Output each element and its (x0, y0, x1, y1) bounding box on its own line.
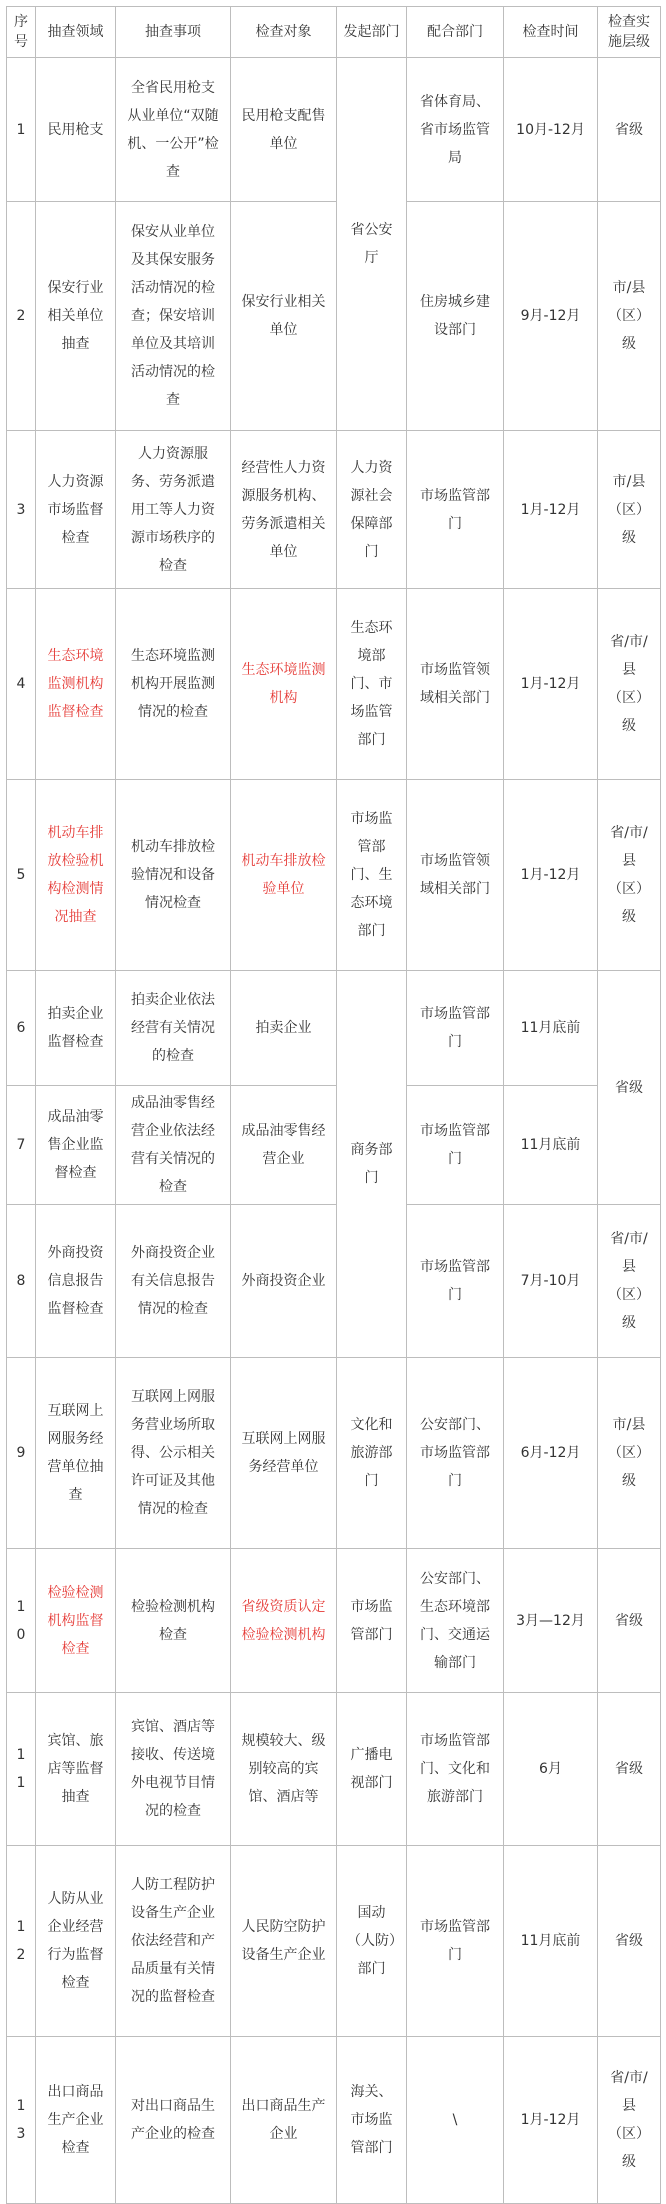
table-row (7, 431, 661, 589)
cell-coop: 公安部门、生态环境部门、交通运输部门 (407, 1549, 504, 1693)
cell-no: 2 (7, 202, 36, 431)
cell-level: 省级 (598, 1693, 661, 1846)
cell-no: 3 (7, 431, 36, 589)
cell-item: 保安从业单位及其保安服务活动情况的检查；保安培训单位及其培训活动情况的检查 (116, 202, 231, 431)
cell-coop: 住房城乡建设部门 (407, 202, 504, 431)
cell-level: 省级 (598, 971, 661, 1205)
cell-time: 11月底前 (504, 1846, 598, 2037)
cell-field: 出口商品生产企业检查 (36, 2037, 116, 2204)
cell-item: 全省民用枪支从业单位“双随机、一公开”检查 (116, 58, 231, 202)
cell-time: 9月-12月 (504, 202, 598, 431)
cell-object: 保安行业相关单位 (231, 202, 337, 431)
cell-no: 4 (7, 589, 36, 780)
cell-coop: 市场监管部门 (407, 431, 504, 589)
table-row (7, 1086, 661, 1205)
table-row (7, 1846, 661, 2037)
cell-item: 人力资源服务、劳务派遣用工等人力资源市场秩序的检查 (116, 431, 231, 589)
cell-dept: 海关、市场监管部门 (337, 2037, 407, 2204)
cell-object: 机动车排放检验单位 (231, 780, 337, 971)
cell-no: 1 (7, 58, 36, 202)
cell-dept: 国动（人防）部门 (337, 1846, 407, 2037)
cell-coop: 公安部门、市场监管部门 (407, 1358, 504, 1549)
header-object: 检查对象 (231, 7, 337, 58)
cell-dept: 广播电视部门 (337, 1693, 407, 1846)
cell-item: 人防工程防护设备生产企业依法经营和产品质量有关情况的监督检查 (116, 1846, 231, 2037)
cell-object: 人民防空防护设备生产企业 (231, 1846, 337, 2037)
cell-item: 外商投资企业有关信息报告情况的检查 (116, 1205, 231, 1358)
cell-object: 成品油零售经营企业 (231, 1086, 337, 1205)
cell-object: 民用枪支配售单位 (231, 58, 337, 202)
cell-item: 拍卖企业依法经营有关情况的检查 (116, 971, 231, 1086)
cell-time: 11月底前 (504, 1086, 598, 1205)
cell-field: 互联网上网服务经营单位抽查 (36, 1358, 116, 1549)
cell-time: 1月-12月 (504, 2037, 598, 2204)
cell-level: 省/市/县（区）级 (598, 1205, 661, 1358)
cell-level: 省/市/县（区）级 (598, 589, 661, 780)
header-dept: 发起部门 (337, 7, 407, 58)
header-no: 序号 (7, 7, 36, 58)
cell-dept: 生态环境部门、市场监管部门 (337, 589, 407, 780)
cell-level: 省级 (598, 58, 661, 202)
cell-time: 6月 (504, 1693, 598, 1846)
cell-object: 拍卖企业 (231, 971, 337, 1086)
cell-field: 民用枪支 (36, 58, 116, 202)
cell-coop: 市场监管部门 (407, 971, 504, 1086)
cell-field: 成品油零售企业监督检查 (36, 1086, 116, 1205)
cell-item: 对出口商品生产企业的检查 (116, 2037, 231, 2204)
cell-time: 7月-10月 (504, 1205, 598, 1358)
cell-no: 6 (7, 971, 36, 1086)
table-row (7, 1358, 661, 1549)
cell-object: 外商投资企业 (231, 1205, 337, 1358)
cell-item: 成品油零售经营企业依法经营有关情况的检查 (116, 1086, 231, 1205)
cell-field: 保安行业相关单位抽查 (36, 202, 116, 431)
cell-field: 外商投资信息报告监督检查 (36, 1205, 116, 1358)
cell-time: 3月—12月 (504, 1549, 598, 1693)
cell-field: 人力资源市场监督检查 (36, 431, 116, 589)
cell-no: 7 (7, 1086, 36, 1205)
table-row (7, 971, 661, 1086)
header-coop: 配合部门 (407, 7, 504, 58)
cell-level: 省/市/县（区）级 (598, 780, 661, 971)
header-field: 抽查领域 (36, 7, 116, 58)
cell-item: 机动车排放检验情况和设备情况检查 (116, 780, 231, 971)
cell-coop: \ (407, 2037, 504, 2204)
header-time: 检查时间 (504, 7, 598, 58)
cell-item: 互联网上网服务营业场所取得、公示相关许可证及其他情况的检查 (116, 1358, 231, 1549)
cell-object: 互联网上网服务经营单位 (231, 1358, 337, 1549)
cell-object: 省级资质认定检验检测机构 (231, 1549, 337, 1693)
cell-coop: 市场监管部门 (407, 1205, 504, 1358)
cell-item: 生态环境监测机构开展监测情况的检查 (116, 589, 231, 780)
cell-no: 11 (7, 1693, 36, 1846)
cell-no: 12 (7, 1846, 36, 2037)
cell-dept: 文化和旅游部门 (337, 1358, 407, 1549)
cell-object: 生态环境监测机构 (231, 589, 337, 780)
cell-coop: 市场监管领域相关部门 (407, 589, 504, 780)
cell-time: 11月底前 (504, 971, 598, 1086)
cell-time: 6月-12月 (504, 1358, 598, 1549)
table-row (7, 202, 661, 431)
cell-item: 检验检测机构检查 (116, 1549, 231, 1693)
table-row (7, 589, 661, 780)
cell-coop: 市场监管部门、文化和旅游部门 (407, 1693, 504, 1846)
cell-coop: 市场监管部门 (407, 1086, 504, 1205)
table-row (7, 58, 661, 202)
cell-field: 拍卖企业监督检查 (36, 971, 116, 1086)
cell-dept: 省公安厅 (337, 58, 407, 431)
cell-dept: 商务部门 (337, 971, 407, 1358)
cell-object: 经营性人力资源服务机构、劳务派遣相关单位 (231, 431, 337, 589)
cell-time: 1月-12月 (504, 431, 598, 589)
cell-time: 10月-12月 (504, 58, 598, 202)
inspection-table (6, 6, 661, 2204)
cell-coop: 市场监管部门 (407, 1846, 504, 2037)
table-row (7, 1549, 661, 1693)
cell-level: 市/县（区）级 (598, 1358, 661, 1549)
table-row (7, 780, 661, 971)
cell-coop: 市场监管领域相关部门 (407, 780, 504, 971)
header-row (7, 7, 661, 58)
header-item: 抽查事项 (116, 7, 231, 58)
cell-level: 省级 (598, 1549, 661, 1693)
cell-time: 1月-12月 (504, 780, 598, 971)
cell-object: 规模较大、级别较高的宾馆、酒店等 (231, 1693, 337, 1846)
cell-object: 出口商品生产企业 (231, 2037, 337, 2204)
cell-field: 人防从业企业经营行为监督检查 (36, 1846, 116, 2037)
cell-level: 省/市/县（区）级 (598, 2037, 661, 2204)
table-row (7, 1205, 661, 1358)
cell-level: 市/县（区）级 (598, 202, 661, 431)
cell-time: 1月-12月 (504, 589, 598, 780)
cell-no: 13 (7, 2037, 36, 2204)
header-level: 检查实施层级 (598, 7, 661, 58)
cell-field: 宾馆、旅店等监督抽查 (36, 1693, 116, 1846)
cell-item: 宾馆、酒店等接收、传送境外电视节目情况的检查 (116, 1693, 231, 1846)
cell-no: 8 (7, 1205, 36, 1358)
cell-coop: 省体育局、省市场监管局 (407, 58, 504, 202)
cell-dept: 市场监管部门 (337, 1549, 407, 1693)
cell-dept: 市场监管部门、生态环境部门 (337, 780, 407, 971)
cell-field: 机动车排放检验机构检测情况抽查 (36, 780, 116, 971)
cell-level: 市/县（区）级 (598, 431, 661, 589)
cell-no: 9 (7, 1358, 36, 1549)
table-row (7, 2037, 661, 2204)
cell-level: 省级 (598, 1846, 661, 2037)
table-row (7, 1693, 661, 1846)
cell-field: 检验检测机构监督检查 (36, 1549, 116, 1693)
cell-dept: 人力资源社会保障部门 (337, 431, 407, 589)
cell-field: 生态环境监测机构监督检查 (36, 589, 116, 780)
cell-no: 10 (7, 1549, 36, 1693)
cell-no: 5 (7, 780, 36, 971)
